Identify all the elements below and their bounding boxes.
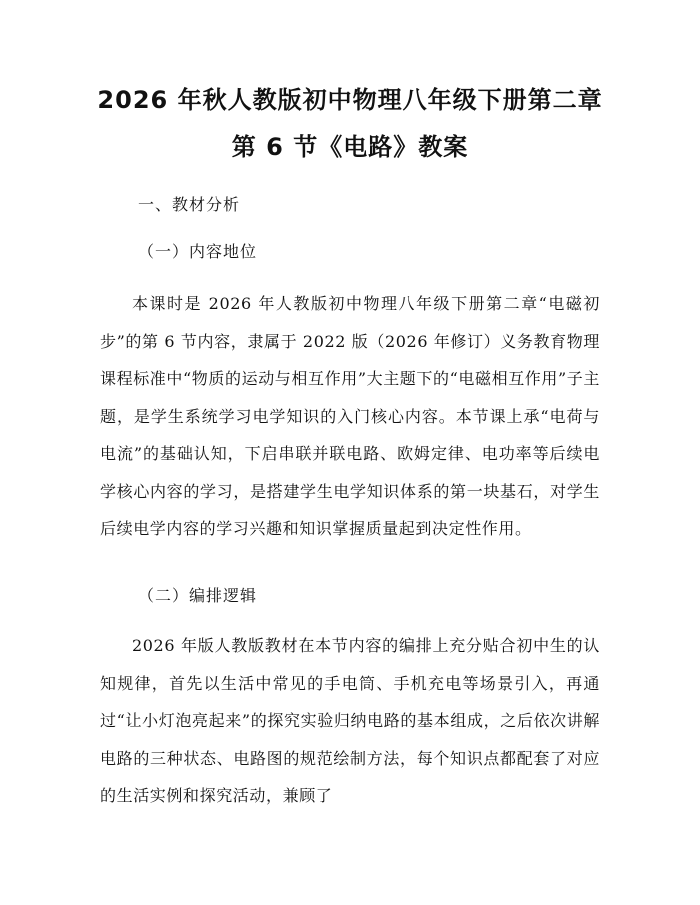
document-title-line-1: 2026 年秋人教版初中物理八年级下册第二章 [97, 86, 603, 114]
section-heading-textbook-analysis: 一、教材分析 [138, 195, 241, 214]
paragraph-arrangement-logic: 2026 年版人教版教材在本节内容的编排上充分贴合初中生的认知规律，首先以生活中常见的手电筒、手机充电等场景引入，再通过“让小灯泡亮起来”的探究实验归纳电路的基本组成，之后依次讲解电路的三种状态、电路图的规范绘制方法，每个知识点都配套了对应的生活实例和探究活动，兼顾了 [100, 636, 600, 805]
subsection-heading-arrangement-logic: （二）编排逻辑 [138, 586, 258, 605]
document-title-line-2: 第 6 节《电路》教案 [231, 133, 469, 161]
subsection-heading-content-position: （一）内容地位 [138, 242, 258, 261]
paragraph-content-position: 本课时是 2026 年人教版初中物理八年级下册第二章“电磁初步”的第 6 节内容，隶属于 2022 版（2026 年修订）义务教育物理课程标准中“物质的运动与相互作用”大主题下的“电磁相互作用”子主题，是学生系统学习电学知识的入门核心内容。本节课上承“电荷与电流”的基础认知，下启串联并联电路、欧姆定律、电功率等后续电学核心内容的学习，是搭建学生电学知识体系的第一块基石，对学生后续电学内容的学习兴趣和知识掌握质量起到决定性作用。 [100, 294, 600, 538]
